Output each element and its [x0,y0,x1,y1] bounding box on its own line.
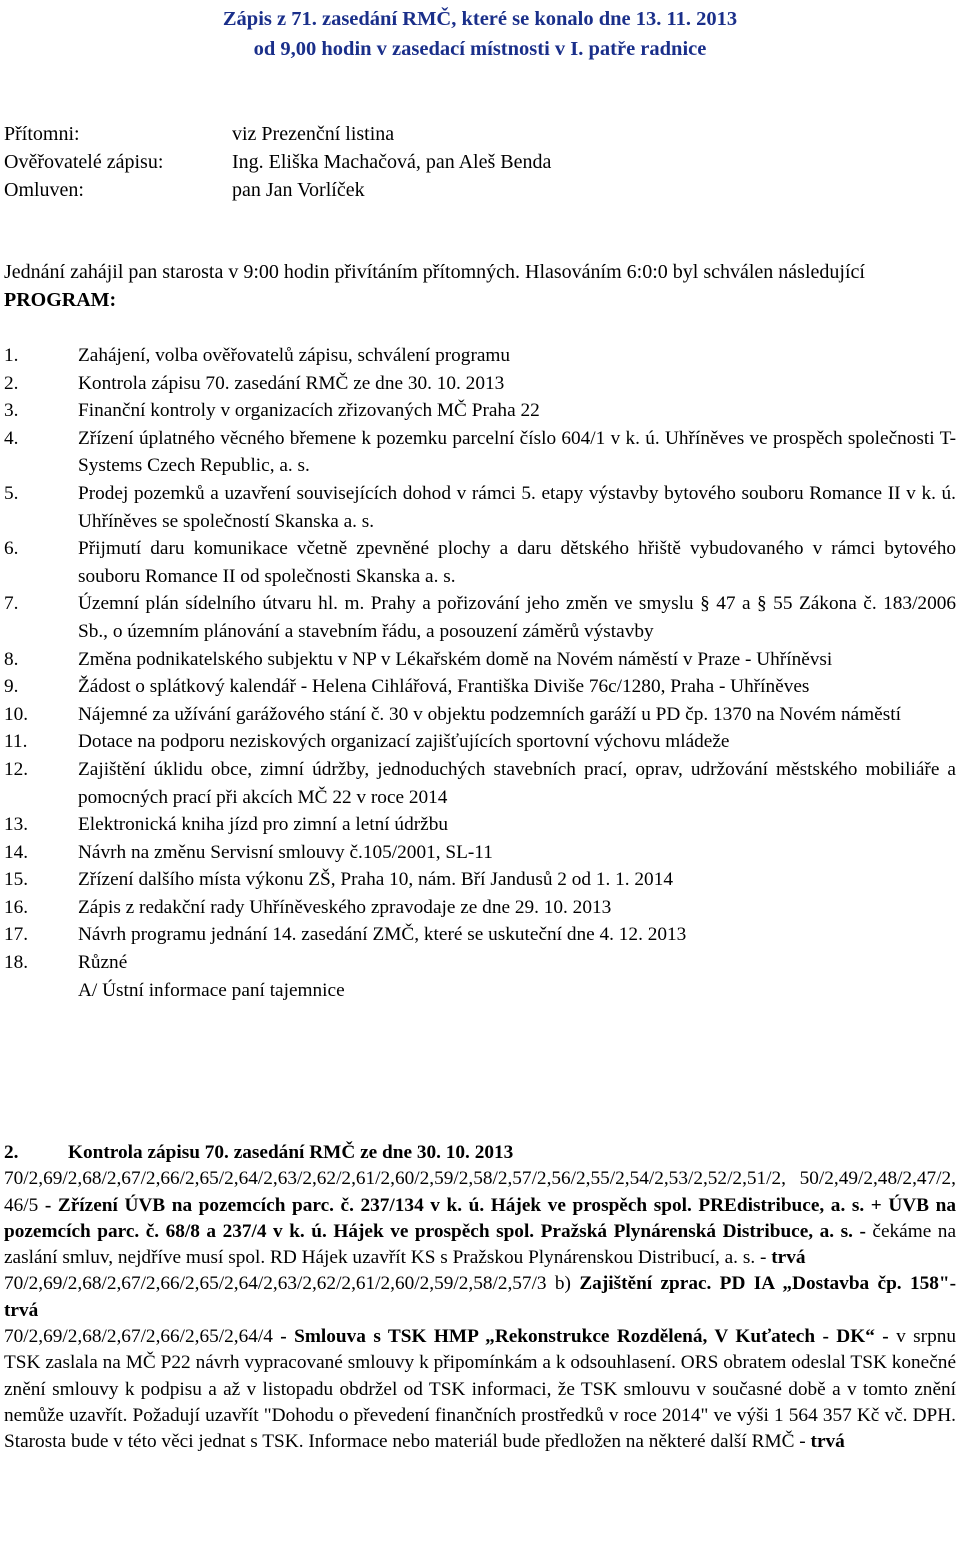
section-paragraph-1 [4,1166,956,1271]
agenda-text: Nájemné za užívání garážového stání č. 30 v objektu podzemních garáží u PD čp. 1370 na Novém náměstí [78,703,901,725]
item-title: Zajištění zprac. PD IA „Dostavba čp. 158"- trvá [4,1273,956,1321]
attendance-label: Ověřovatelé zápisu: [4,151,164,173]
agenda-item [4,756,956,811]
agenda-item [4,811,956,839]
agenda-item [4,894,956,922]
agenda-text: Zajištění úklidu obce, zimní údržby, jednoduchých stavebních prací, oprav, udržování městského mobiliáře a pomocných prací při akcích MČ 22 v roce 2014 [78,758,956,808]
agenda-item [4,701,956,729]
agenda-item [4,839,956,867]
program-label: PROGRAM: [4,289,117,311]
intro-paragraph [4,258,956,314]
item-note: v srpnu TSK zaslala na MČ P22 návrh vypracované smlouvy k připomínkám a k odsouhlasení. ORS obratem odeslal TSK konečné znění smlouvy k podpisu a až v listopadu obdržel od TSK informaci, že TSK smlouvu v současné době a v tomto znění nemůže uzavřít. Požadují uzavřít "Dohodu o převedení finančních prostředků v roce 2014" ve výši 1 564 357 Kč vč. DPH. Starosta bude v této věci jednat s TSK. Informace nebo materiál bude předložen na některé další RMČ - [4,1326,957,1453]
item-note: čekáme na zaslání smluv, nejdříve musí spol. RD Hájek uzavřít KS s Pražskou Plynárenskou Distribucí, a. s. - [4,1220,956,1269]
section-number: 2. [4,1142,19,1163]
agenda-number: 4. [4,427,19,449]
agenda-item [4,397,956,425]
resolution-refs: 70/2,69/2,68/2,67/2,66/2,65/2,64/2,63/2,62/2,61/2,60/2,59/2,58/2,57/2,56/2,55/2,54/2,53/2,52/2,51/2, 50/2,49/2,48/2,47/2, 46/5 [4,1168,956,1216]
agenda-text: Přijmutí daru komunikace včetně zpevněné plochy a daru dětského hřiště vybudovaného v rámci bytového souboru Romance II od společnosti Skanska a. s. [78,538,956,587]
agenda-item [4,590,956,645]
agenda-number: 2. [4,372,19,394]
item-title: - Zřízení ÚVB na pozemcích parc. č. 237/134 v k. ú. Hájek ve prospěch spol. PREdistribuce, a. s. + ÚVB na pozemcích parc. č. 68/8 a 237/4 v k. ú. Hájek ve prospěch spol. Pražská Plynárenská Distribuce, a. s. - [4,1194,956,1242]
attendance-value: Ing. Eliška Machačová, pan Aleš Benda [232,151,552,173]
agenda-item [4,921,956,949]
section-2 [4,1140,956,1456]
agenda-item [4,673,956,701]
agenda-text: Dotace na podporu neziskových organizací zajišťujících sportovní výchovu mládeže [78,731,730,753]
agenda-number: 9. [4,676,19,698]
agenda-subitem: A/ Ústní informace paní tajemnice [78,979,345,1001]
agenda-text: Návrh na změnu Servisní smlouvy č.105/2001, SL-11 [78,841,493,863]
agenda-text: Zřízení dalšího místa výkonu ZŠ, Praha 10, nám. Bří Jandusů 2 od 1. 1. 2014 [78,869,673,891]
agenda-number: 13. [4,814,29,836]
section-paragraph-3 [4,1324,956,1455]
agenda-text: Různé [78,952,128,974]
attendance-row-verifiers [4,148,551,176]
attendance-value: viz Prezenční listina [232,123,395,145]
agenda-list [4,342,956,1004]
attendance-label: Omluven: [4,179,84,201]
status-label: trvá [810,1431,845,1453]
agenda-item [4,342,956,370]
agenda-number: 7. [4,593,19,615]
attendance-value: pan Jan Vorlíček [232,179,365,201]
agenda-text: Zápis z redakční rady Uhříněveského zpravodaje ze dne 29. 10. 2013 [78,896,612,918]
section-heading [4,1140,956,1166]
agenda-text: Elektronická kniha jízd pro zimní a letní údržbu [78,814,448,836]
attendance-block [4,120,551,204]
agenda-item [4,535,956,590]
agenda-number: 17. [4,924,29,946]
agenda-item [4,728,956,756]
agenda-item [4,480,956,535]
section-title: Kontrola zápisu 70. zasedání RMČ ze dne 30. 10. 2013 [68,1142,514,1163]
attendance-label: Přítomni: [4,123,80,145]
document-title [0,4,960,64]
agenda-number: 8. [4,648,19,670]
agenda-text: Změna podnikatelského subjektu v NP v Lékařském domě na Novém náměstí v Praze - Uhříněvsi [78,648,833,670]
resolution-refs: 70/2,69/2,68/2,67/2,66/2,65/2,64/2,63/2,62/2,61/2,60/2,59/2,58/2,57/3 b) [4,1273,571,1295]
agenda-text: Územní plán sídelního útvaru hl. m. Prahy a pořizování jeho změn ve smyslu § 47 a § 55 Zákona č. 183/2006 Sb., o územním plánování a stavebním řádu, a posouzení záměrů výstavby [78,593,956,642]
status-label: trvá [771,1247,806,1269]
agenda-number: 1. [4,345,19,366]
agenda-text: Prodej pozemků a uzavření souvisejících dohod v rámci 5. etapy výstavby bytového souboru Romance II v k. ú. Uhříněves se společností Skanska a. s. [78,482,956,532]
agenda-text: Žádost o splátkový kalendář - Helena Cihlářová, Františka Diviše 76c/1280, Praha - Uhříněves [78,676,810,698]
resolution-refs: 70/2,69/2,68/2,67/2,66/2,65/2,64/4 [4,1326,273,1348]
agenda-number: 3. [4,400,19,422]
agenda-text: Kontrola zápisu 70. zasedání RMČ ze dne 30. 10. 2013 [78,372,505,394]
agenda-item [4,370,956,398]
agenda-number: 6. [4,538,19,560]
title-line-1: Zápis z 71. zasedání RMČ, které se konalo dne 13. 11. 2013 [222,8,738,30]
agenda-number: 10. [4,703,29,725]
agenda-number: 14. [4,841,29,863]
agenda-text: Návrh programu jednání 14. zasedání ZMČ, které se uskuteční dne 4. 12. 2013 [78,924,687,946]
section-paragraph-2 [4,1271,956,1324]
agenda-number: 16. [4,896,29,918]
agenda-number: 11. [4,731,28,753]
title-line-2: od 9,00 hodin v zasedací místnosti v I. patře radnice [253,38,707,60]
intro-text: Jednání zahájil pan starosta v 9:00 hodin přivítáním přítomných. Hlasováním 6:0:0 byl schválen následující [4,261,865,283]
agenda-text: Zahájení, volba ověřovatelů zápisu, schválení programu [78,345,511,366]
agenda-number: 5. [4,482,19,504]
agenda-number: 12. [4,758,29,780]
agenda-number: 18. [4,952,29,974]
item-title: - Smlouva s TSK HMP „Rekonstrukce Rozdělená, V Kuťatech - DK“ - [280,1326,889,1348]
agenda-item [4,866,956,894]
agenda-item [4,949,956,977]
agenda-text: Finanční kontroly v organizacích zřizovaných MČ Praha 22 [78,400,540,422]
agenda-number: 15. [4,869,29,891]
agenda-item [4,646,956,674]
agenda-item [4,425,956,480]
attendance-row-excused [4,176,551,204]
agenda-text: Zřízení úplatného věcného břemene k pozemku parcelní číslo 604/1 v k. ú. Uhříněves ve prospěch společnosti T-Systems Czech Republic, a. s. [78,427,956,477]
attendance-row-present [4,120,551,148]
